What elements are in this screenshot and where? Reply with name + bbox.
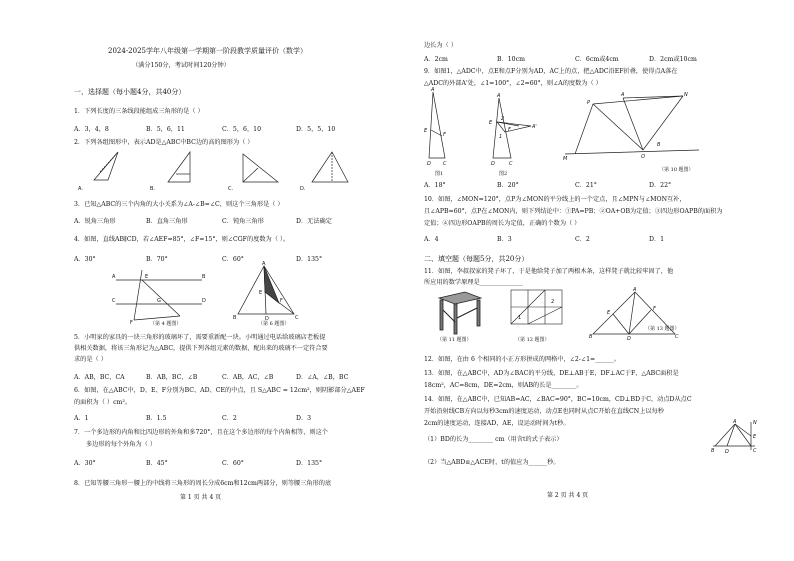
fig9-2-label-2: 2 xyxy=(501,116,505,122)
fig6-label-e: E xyxy=(259,290,263,296)
q10-line-2: 且∠APB=60°，点P在∠MON内，则下列结论中：①PA=PB；②OA+OB为定值；③四边形OAPB的面积为 xyxy=(424,208,723,215)
fig14-label-d: D xyxy=(725,449,729,455)
fig13-label-d: D xyxy=(627,336,631,342)
q9-option-c: C．21° xyxy=(575,182,597,189)
fig9-2-label-a: A xyxy=(497,93,501,99)
q1-option-a: A．3，4，8 xyxy=(74,126,109,133)
q14-line-3: 2cm的速度运动，连接AD，AE，设运动时间为t秒。 xyxy=(424,420,570,427)
q5-line-2: 供相关数据，将该三角形记为△ABC，提供下列各组元素的数据，配出来的玻璃不一定符合要 xyxy=(74,345,328,352)
q3-option-c: C．钝角三角形 xyxy=(222,218,264,225)
q12-figure xyxy=(509,288,565,328)
fig9-caption-1: 图1 xyxy=(435,171,444,177)
q2-label-d: D. xyxy=(300,186,306,192)
q8-option-d: D．2cm或10cm xyxy=(649,56,697,63)
section-1-heading: 一、选择题（每小题4分，共40分） xyxy=(74,88,186,96)
exam-title: 2024-2025学年八年级第一学期第一阶段教学质量评价（数学） xyxy=(108,47,307,55)
fig6-caption: （第 6 题图） xyxy=(258,321,290,327)
fig10-caption: （第 10 题图） xyxy=(659,167,694,173)
fig4-label-f: F xyxy=(130,320,133,326)
q4-option-d: D．135° xyxy=(296,256,323,263)
q2-figures xyxy=(78,148,397,193)
q4-option-a: A．30° xyxy=(74,256,96,263)
q5-line-1: 5．小明家的家具的一块三角形的玻璃坏了，需要重新配一块。小明通过电话给玻璃店老板提 xyxy=(74,334,326,341)
fig12-label-2: 2 xyxy=(551,299,555,305)
q11-figure xyxy=(435,288,485,336)
q10-line-3: 定值；④四边形OAPB的周长为定值，正确的个数为（ ） xyxy=(424,220,581,227)
fig10-label-p: P xyxy=(587,100,591,106)
q8-option-b: B．10cm xyxy=(497,56,525,63)
fig10-label-a: A xyxy=(621,92,625,98)
q14-line-1: 14．如图，在△ABC中，已知AB=AC，∠BAC=90°，BC=10cm，CD⊥BD于C，动点D从点C xyxy=(424,396,692,403)
q9-line-2: △ADC的外部A'处，∠1=100°，∠2=60°，则∠A的度数为（ ） xyxy=(424,80,602,87)
q9-option-a: A．18° xyxy=(424,182,446,189)
q14-sub-1: （1）BD的长为________ cm（用含t的式子表示） xyxy=(424,436,563,443)
fig13-label-f: F xyxy=(653,306,656,312)
q7-option-d: D．135° xyxy=(296,460,323,467)
section-2-heading: 二、填空题（每题5分，共20分） xyxy=(424,255,529,263)
q7-line-2: 多边形的每个外角为（ ） xyxy=(86,441,157,448)
fig14-label-b: B xyxy=(711,448,715,454)
q1-option-c: C．5，6，10 xyxy=(222,126,262,133)
q5-option-b: B．AB，BC，∠B xyxy=(146,374,198,381)
q4-option-c: C．60° xyxy=(222,256,244,263)
fig11-caption: （第 11 题图） xyxy=(437,337,472,343)
q2-label-a: A. xyxy=(78,186,83,192)
fig6-label-f: F xyxy=(280,298,283,304)
q1-stem: 1．下列长度的三条线段能组成三角形的是（ ） xyxy=(74,108,204,115)
fig13-label-c: C xyxy=(675,334,679,340)
fig14-label-e: E xyxy=(753,434,757,440)
fig4-label-g: G xyxy=(157,298,161,304)
q7-option-c: C．60° xyxy=(222,460,244,467)
q5-line-3: 求的是（ ） xyxy=(74,356,107,363)
fig10-label-b: B xyxy=(657,142,661,148)
q14-figure xyxy=(711,418,767,454)
fig9-2-label-e: E xyxy=(489,120,493,126)
q6-option-c: C．2 xyxy=(222,415,237,422)
q4-stem: 4．如图，直线AB∥CD，若∠AEF=85°，∠F=15°，则∠CGF的度数为（ ）。 xyxy=(74,236,290,243)
fig13-caption: （第 13 题图） xyxy=(645,326,680,332)
q6-option-a: A．1 xyxy=(74,415,89,422)
q14-line-2: 开始沿射线CB方向以每秒3cm的速度运动，动点E也同时从点C开始在直线CN上以每秒 xyxy=(424,408,664,415)
q10-option-b: B．3 xyxy=(497,236,512,243)
fig4-label-a: A xyxy=(112,274,116,280)
q1-option-b: B．5，6，11 xyxy=(146,126,185,133)
q14-sub-2: （2）当△ABD≌△ACE时，t的值应为______秒。 xyxy=(424,459,560,466)
fig9-2-label-d: D xyxy=(491,161,495,167)
fig9-label-c: C xyxy=(443,161,447,167)
fig14-label-a: A xyxy=(733,419,737,425)
q8-option-a: A．2cm xyxy=(424,56,448,63)
fig6-label-a: A xyxy=(262,261,266,267)
page-2-footer: 第 2 页 共 4 页 xyxy=(547,492,589,499)
q7-line-1: 7．一个多边形的内角和比四边形的外角和多720°，且在这个多边形的每个内角相等，则这个 xyxy=(74,429,328,436)
fig4-label-d: D xyxy=(202,298,206,304)
fig10-label-n: N xyxy=(684,92,688,98)
q10-option-a: A．4 xyxy=(424,236,439,243)
q6-line-1: 6．如图，在△ABC中，D、E、F分别为BC、AD、CE的中点，且 S△ABC = 12cm²，则阴影部分△AEF xyxy=(74,387,365,394)
q6-option-d: D．3 xyxy=(296,415,312,422)
fig13-label-b: B xyxy=(589,334,593,340)
q7-option-a: A．30° xyxy=(74,460,96,467)
q5-option-c: C．AB，AC，∠B xyxy=(222,374,274,381)
fig13-label-a: A xyxy=(633,287,637,293)
q12-stem: 12．如图，在由 6 个相同的小正方形拼成的网格中，∠2-∠1=______。 xyxy=(424,356,620,363)
fig13-label-e: E xyxy=(607,310,611,316)
q4-option-b: B．70° xyxy=(146,256,168,263)
fig14-label-c: C xyxy=(753,448,757,454)
q6-figure xyxy=(232,262,302,322)
q8-continuation: 边长为（ ） xyxy=(424,42,457,49)
fig12-caption: （第 12 题图） xyxy=(515,337,550,343)
q2-label-b: B. xyxy=(150,186,156,192)
fig6-label-d: D xyxy=(265,316,269,322)
fig10-label-o: O xyxy=(641,154,645,160)
q9-line-1: 9．如图1，△ADC中，点E和点F分别为AD，AC上的点，把△ADC沿EF折叠，使得点A落在 xyxy=(424,68,678,75)
q10-option-c: C．2 xyxy=(575,236,590,243)
q13-line-2: 18cm²，AC=8cm，DE=2cm，则AB的长是________。 xyxy=(424,382,583,389)
q5-option-d: D．∠A，∠B，BC xyxy=(296,374,349,381)
fig9-label-a: A xyxy=(431,87,435,93)
fig4-label-e: E xyxy=(145,274,149,280)
exam-page-2 xyxy=(397,0,794,561)
q2-label-c: C. xyxy=(228,186,234,192)
exam-subtitle: （满分150分，考试时间120分钟） xyxy=(132,62,230,69)
fig4-label-b: B xyxy=(202,274,206,280)
q7-option-b: B．45° xyxy=(146,460,168,467)
q10-figure xyxy=(563,90,703,170)
fig4-caption: （第 4 题图） xyxy=(150,321,182,327)
q6-line-2: 的面积为（ ）cm²。 xyxy=(74,399,132,406)
fig12-label-1: 1 xyxy=(518,315,522,321)
fig6-label-c: C xyxy=(295,315,299,321)
q6-option-b: B．1.5 xyxy=(146,415,167,422)
fig9-label-e: E xyxy=(424,128,428,134)
fig9-2-label-a-prime: A' xyxy=(532,124,537,130)
q10-line-1: 10．如图，∠MON=120°，点P为∠MON的平分线上的一个定点，且∠MPN与∠MON互补， xyxy=(424,196,686,203)
q3-option-b: B．直角三角形 xyxy=(146,218,188,225)
q2-stem: 2．下列各组图形中，表示AD是△ABC中BC边的高的图形为（ ） xyxy=(74,139,254,146)
fig9-caption-2: 图2 xyxy=(499,171,508,177)
q13-line-1: 13．如图，在△ABC中，AD为∠BAC的平分线，DE⊥AB于E，DF⊥AC于F，△ABC面积是 xyxy=(424,370,679,377)
q9-option-d: D．22° xyxy=(649,182,672,189)
q9-figures xyxy=(424,87,557,168)
fig14-label-n: N xyxy=(753,420,757,426)
fig9-label-d: D xyxy=(427,161,431,167)
q11-line-2: 所应用的数学原理是______________ xyxy=(424,279,523,286)
fig6-label-b: B xyxy=(233,315,237,321)
q4-figure xyxy=(110,266,210,324)
q1-option-d: D．5，5，10 xyxy=(296,126,336,133)
q8-stem: 8．已知等腰三角形一腰上的中线将三角形的周长分成6cm和12cm两部分，则等腰三角形的底 xyxy=(74,480,332,487)
q9-option-b: B．20° xyxy=(497,182,519,189)
q5-option-a: A．AB，BC，CA xyxy=(74,374,125,381)
q3-option-a: A．锐角三角形 xyxy=(74,218,116,225)
fig9-label-f: F xyxy=(443,132,446,138)
q8-option-c: C．6cm或4cm xyxy=(575,56,619,63)
q3-stem: 3．已知△ABC的三个内角的大小关系为∠A-∠B=∠C，则这个三角形是（ ） xyxy=(74,201,284,208)
fig4-label-c: C xyxy=(112,298,116,304)
page-1-footer: 第 1 页 共 4 页 xyxy=(180,494,222,501)
q11-line-1: 11．如图，李叔叔家的凳子坏了，于是他给凳子加了两根木条，这样凳子就比较牢固了，他 xyxy=(424,268,674,275)
q10-option-d: D．1 xyxy=(649,236,665,243)
fig9-2-label-1: 1 xyxy=(499,134,503,140)
q3-option-d: D．无法确定 xyxy=(296,218,332,225)
fig9-2-label-f: F xyxy=(508,127,511,133)
fig10-label-m: M xyxy=(563,156,568,162)
fig9-2-label-c: C xyxy=(509,161,513,167)
